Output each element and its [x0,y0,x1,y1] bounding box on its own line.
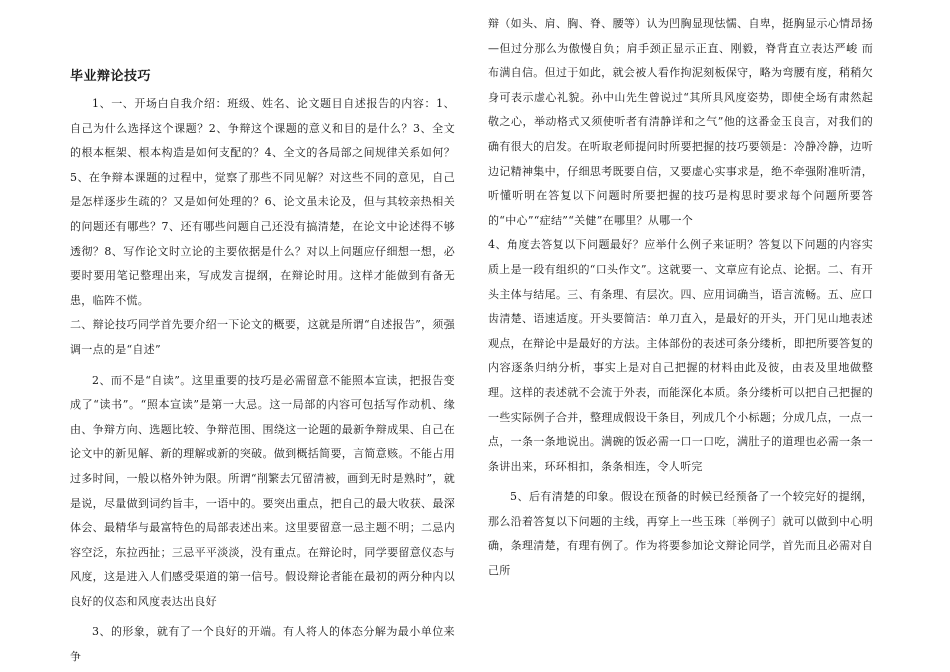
paragraph-answer-structure: 4、角度去答复以下问题最好？应举什么例子来证明？答复以下问题的内容实质上是一段有组织的“口头作文”。这就要一、文章应有论点、论据。二、有开头主体与结尾。三、有条理、有层次。四、应用词确当，语言流畅。五、应口齿清楚、语速适度。开头要简洁：单刀直入，是最好的开头，开门见山地表述观点，在辩论中是最好的方法。主体部份的表述可条分缕析，即把所要答复的内容逐条归纳分析，事实上是对自己把握的材料由此及彼，由表及里地做整理。这样的表述就不会流于外表，而能深化本质。条分缕析可以把自己把握的一些实际例子合并，整理成假设干条目，列成几个小标题；分成几点，一点一点，一条一条地说出。满碗的饭必需一口一口吃，满肚子的道理也必需一条一条讲出来，环环相扣，条条相连，令人听完 [488,238,873,473]
paragraph-opening-introduction: 1、一、开场白自我介绍：班级、姓名、论文题目自述报告的内容：1、自己为什么选择这个课题？2、争辩这个课题的意义和目的是什么？3、全文的根本框架、根本构造是如何支配的？4、全文的各局部之间规律关系如何？5、在争辩本课题的过程中，觉察了那些不同见解？对这些不同的意见，自己是怎样逐步生疏的？又是如何处理的？6、论文虽未论及，但与其较亲热相关的问题还有哪些？7、还有哪些问题自己还没有搞清楚，在论文中论述得不够透彻？8、写作论文时立论的主要依据是什么？对以上问题应仔细想一想，必要时要用笔记整理出来，写成发言提纲，在辩论时用。这样才能做到有备无患，临阵不慌。 [70,97,455,307]
document-title: 毕业辩论技巧 [70,69,152,84]
paragraph-not-reading: 2、而不是“自读”。这里重要的技巧是必需留意不能照本宣读，把报告变成了“读书”。“照本宣读”是第一大忌。这一局部的内容可包括写作动机、缘由、争辩方向、选题比较、争辩范围、围绕这一论题的最新争辩成果、自己在论文中的新见解、新的理解或新的突破。做到概括简要，言简意赅。不能占用过多时间，一般以格外钟为限。所谓“削繁去冗留清被，画到无时是熟时”，就是说，尽量做到词约旨丰，一语中的。要突出重点，把自己的最大收获、最深体会、最精华与最富特色的局部表述出来。这里要留意一忌主题不明；二忌内容空泛，东拉西扯；三忌平平淡淡，没有重点。在辩论时，同学要留意仪态与风度，这是进入人们感受渠道的第一信号。假设辩论者能在最初的两分种内以良好的仪态和风度表达出良好 [70,373,455,608]
left-column [70,0,455,672]
paragraph-posture-and-answers: 辩（如头、肩、胸、脊、腰等）认为凹胸显现怯懦、自卑，挺胸显示心情昂扬—但过分那么为傲慢自负；肩手颈正显示正直、刚毅，脊背直立表达严峻 而布满自信。但过于如此，就会被人看作拘泥刻板保守，略为弯腰有度，稍稍欠身可表示虚心礼貌。孙中山先生曾说过“其所具风度姿势，即使全场有肃然起敬之心，举动格式又须使听者有清静详和之气”他的这番金玉良言，对我们的确有很大的启发。在听取老师提问时所要把握的技巧要领是：冷静冷静，边听边记精神集中，仔细思考既要自信，又要虚心实事求是，绝不牵强附准听清，听懂听明在答复以下问题时所要把握的技巧是构思时要求每个问题所要答的“中心”“症结”“关健”在哪里？从哪一个 [488,17,873,227]
paragraph-debate-skills: 二、辩论技巧同学首先要介绍一下论文的概要，这就是所谓“自述报告”，须强调一点的是“自述” [70,318,455,356]
paragraph-image-start: 3、的形象，就有了一个良好的开端。有人将人的体态分解为最小单位来争 [70,625,455,664]
paragraph-clear-impression: 5、后有清楚的印象。假设在预备的时候已经预备了一个较完好的提纲，那么沿着答复以下问题的主线，再穿上一些玉珠〔举例子〕就可以做到中心明确，条理清楚，有理有例了。作为将要参加论文辩论同学，首先而且必需对自己所 [488,490,873,578]
right-column [488,0,873,672]
